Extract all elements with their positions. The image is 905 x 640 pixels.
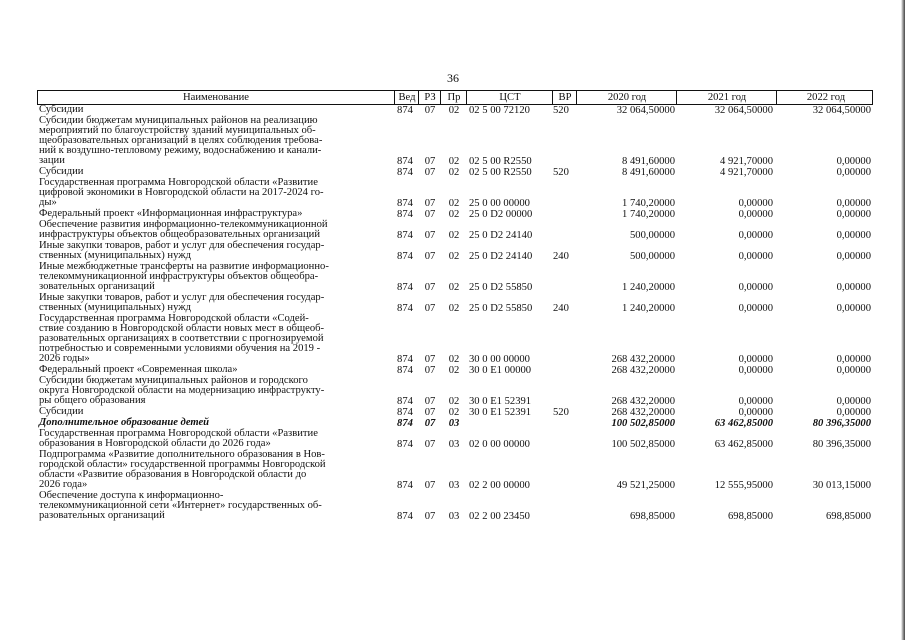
row-name: Обеспечение развития информационно-телекоммуникационной инфраструктуры объектов общеобразовательных организаций	[39, 219, 328, 240]
row-y2020: 8 491,60000	[622, 156, 675, 167]
row-y2021: 0,00000	[738, 396, 773, 407]
header-2020: 2020 год	[576, 91, 677, 104]
page-number: 36	[447, 71, 459, 85]
table-row	[37, 450, 873, 491]
row-name: Подпрограмма «Развитие дополнительного образования в Нов- городской области» государственной программы Новгородской области «Развитие образования в Новгородской области до 2026 года»	[39, 449, 326, 490]
row-cst: 02 5 00 R2550	[469, 156, 532, 167]
row-cst: 25 0 D2 00000	[469, 209, 533, 220]
row-y2020: 1 240,20000	[622, 282, 675, 293]
scan-edge-shadow	[901, 0, 905, 640]
row-y2020: 698,85000	[629, 511, 675, 522]
row-pr: 03	[448, 480, 460, 491]
row-ved: 874	[397, 230, 413, 241]
row-ved: 874	[397, 439, 413, 450]
row-y2021: 12 555,95000	[714, 480, 773, 491]
table-row	[37, 220, 873, 241]
row-y2022: 0,00000	[836, 303, 871, 314]
row-pr: 02	[448, 396, 460, 407]
row-pr: 03	[448, 511, 460, 522]
row-pr: 03	[448, 418, 460, 429]
row-y2020: 32 064,50000	[616, 105, 675, 116]
table-row	[37, 262, 873, 293]
header-vr: ВР	[552, 91, 577, 104]
row-y2022: 0,00000	[836, 230, 871, 241]
row-y2020: 500,00000	[629, 230, 675, 241]
table-row	[37, 314, 873, 365]
row-rz: 07	[424, 198, 436, 209]
row-y2020: 8 491,60000	[622, 167, 675, 178]
row-cst: 02 5 00 R2550	[469, 167, 532, 178]
row-name: Федеральный проект «Современная школа»	[39, 364, 238, 375]
row-y2020: 268 432,20000	[611, 407, 675, 418]
row-ved: 874	[397, 209, 413, 220]
row-rz: 07	[424, 418, 436, 429]
row-vr: 520	[553, 105, 569, 116]
row-cst: 02 2 00 23450	[469, 511, 530, 522]
row-y2022: 0,00000	[836, 354, 871, 365]
row-name: Дополнительное образование детей	[39, 417, 210, 428]
row-rz: 07	[424, 303, 436, 314]
row-ved: 874	[397, 251, 413, 262]
row-y2022: 0,00000	[836, 198, 871, 209]
row-y2020: 49 521,25000	[616, 480, 675, 491]
row-y2020: 268 432,20000	[611, 396, 675, 407]
row-rz: 07	[424, 251, 436, 262]
row-pr: 03	[448, 439, 460, 450]
row-y2021: 0,00000	[738, 407, 773, 418]
row-cst: 30 0 E1 52391	[469, 396, 532, 407]
row-y2020: 268 432,20000	[611, 365, 675, 376]
row-y2020: 1 740,20000	[622, 209, 675, 220]
row-ved: 874	[397, 480, 413, 491]
row-ved: 874	[397, 198, 413, 209]
row-cst: 25 0 D2 24140	[469, 230, 533, 241]
row-ved: 874	[397, 167, 413, 178]
row-y2021: 4 921,70000	[720, 167, 773, 178]
row-pr: 02	[448, 407, 460, 418]
header-name: Наименование	[183, 92, 249, 103]
row-y2022: 0,00000	[836, 209, 871, 220]
row-pr: 02	[448, 105, 460, 116]
row-pr: 02	[448, 354, 460, 365]
row-pr: 02	[448, 198, 460, 209]
row-rz: 07	[424, 396, 436, 407]
row-y2021: 0,00000	[738, 365, 773, 376]
row-name: Иные межбюджетные трансферты на развитие информационно- телекоммуникационной инфраструктуры объектов общеобра- зовательных организаций	[39, 261, 329, 292]
row-y2021: 0,00000	[738, 230, 773, 241]
row-ved: 874	[397, 303, 413, 314]
row-y2021: 0,00000	[738, 354, 773, 365]
row-cst: 25 0 D2 55850	[469, 282, 533, 293]
row-rz: 07	[424, 282, 436, 293]
row-name: Обеспечение доступа к информационно- телекоммуникационной сети «Интернет» государственных об- разовательных организаций	[39, 490, 322, 521]
row-y2021: 0,00000	[738, 282, 773, 293]
row-y2022: 0,00000	[836, 167, 871, 178]
row-y2022: 80 396,35000	[812, 418, 871, 429]
row-vr: 240	[553, 251, 569, 262]
row-y2021: 4 921,70000	[720, 156, 773, 167]
table-header	[37, 90, 873, 105]
row-y2020: 500,00000	[629, 251, 675, 262]
row-rz: 07	[424, 365, 436, 376]
row-rz: 07	[424, 230, 436, 241]
row-ved: 874	[397, 282, 413, 293]
row-y2022: 698,85000	[825, 511, 871, 522]
row-pr: 02	[448, 230, 460, 241]
row-y2022: 30 013,15000	[812, 480, 871, 491]
row-y2020: 1 740,20000	[622, 198, 675, 209]
row-rz: 07	[424, 439, 436, 450]
row-y2022: 0,00000	[836, 365, 871, 376]
row-name: Субсидии	[39, 406, 84, 417]
row-vr: 240	[553, 303, 569, 314]
row-name: Государственная программа Новгородской области «Развитие образования в Новгородской области до 2026 года»	[39, 428, 318, 449]
row-rz: 07	[424, 167, 436, 178]
row-name: Иные закупки товаров, работ и услуг для обеспечения государ- ственных (муниципальных) нужд	[39, 292, 325, 313]
row-rz: 07	[424, 156, 436, 167]
row-ved: 874	[397, 354, 413, 365]
row-name: Субсидии	[39, 104, 84, 115]
row-cst: 25 0 D2 55850	[469, 303, 533, 314]
table-row	[37, 376, 873, 407]
row-cst: 30 0 E1 52391	[469, 407, 532, 418]
row-name: Субсидии бюджетам муниципальных районов и городского округа Новгородской области на модернизацию инфраструкту- ры общего образования	[39, 375, 325, 406]
row-name: Государственная программа Новгородской области «Развитие цифровой экономики в Новгородской области на 2017-2024 го- ды»	[39, 177, 324, 208]
row-ved: 874	[397, 418, 413, 429]
row-cst: 02 2 00 00000	[469, 480, 530, 491]
table-row	[37, 241, 873, 262]
row-name: Субсидии	[39, 166, 84, 177]
row-ved: 874	[397, 396, 413, 407]
row-pr: 02	[448, 282, 460, 293]
row-name: Государственная программа Новгородской области «Содей- ствие созданию в Новгородской области новых мест в общеоб- разовательных организациях в соответствии с прогнозируемой потребностью и современными условиями обучения на 2019 - 2026 годы»	[39, 313, 325, 364]
row-name: Иные закупки товаров, работ и услуг для обеспечения государ- ственных (муниципальных) нужд	[39, 240, 325, 261]
row-cst: 25 0 D2 24140	[469, 251, 533, 262]
row-pr: 02	[448, 209, 460, 220]
row-y2022: 0,00000	[836, 282, 871, 293]
row-y2021: 0,00000	[738, 303, 773, 314]
row-ved: 874	[397, 365, 413, 376]
row-y2021: 0,00000	[738, 209, 773, 220]
row-pr: 02	[448, 167, 460, 178]
row-rz: 07	[424, 354, 436, 365]
row-pr: 02	[448, 365, 460, 376]
header-cst: ЦСТ	[466, 91, 553, 104]
header-ved: Вед	[394, 91, 419, 104]
row-rz: 07	[424, 407, 436, 418]
row-rz: 07	[424, 105, 436, 116]
row-y2021: 698,85000	[727, 511, 773, 522]
row-y2020: 100 502,85000	[611, 439, 675, 450]
row-y2022: 0,00000	[836, 156, 871, 167]
table-body	[37, 105, 873, 522]
header-2022: 2022 год	[776, 91, 875, 104]
row-y2021: 63 462,85000	[714, 439, 773, 450]
row-y2021: 63 462,85000	[714, 418, 773, 429]
row-y2020: 100 502,85000	[611, 418, 675, 429]
row-vr: 520	[553, 407, 569, 418]
row-y2022: 32 064,50000	[812, 105, 871, 116]
row-ved: 874	[397, 511, 413, 522]
row-ved: 874	[397, 105, 413, 116]
budget-table	[37, 90, 873, 522]
row-y2022: 0,00000	[836, 407, 871, 418]
header-2021: 2021 год	[676, 91, 777, 104]
row-ved: 874	[397, 407, 413, 418]
row-y2022: 0,00000	[836, 251, 871, 262]
row-y2022: 80 396,35000	[812, 439, 871, 450]
row-name: Субсидии бюджетам муниципальных районов на реализацию мероприятий по благоустройству зданий муниципальных об- щеобразовательных организаций в целях соблюдения требова- ний к воздушно-тепловому режиму, водоснабжению и канали- зации	[39, 115, 323, 166]
row-vr: 520	[553, 167, 569, 178]
row-y2021: 0,00000	[738, 251, 773, 262]
row-y2020: 1 240,20000	[622, 303, 675, 314]
row-cst: 02 0 00 00000	[469, 439, 530, 450]
row-pr: 02	[448, 303, 460, 314]
row-cst: 25 0 00 00000	[469, 198, 530, 209]
table-row	[37, 178, 873, 209]
row-rz: 07	[424, 480, 436, 491]
row-rz: 07	[424, 209, 436, 220]
row-pr: 02	[448, 251, 460, 262]
row-ved: 874	[397, 156, 413, 167]
row-y2021: 0,00000	[738, 198, 773, 209]
header-pr: Пр	[440, 91, 467, 104]
row-y2022: 0,00000	[836, 396, 871, 407]
table-row	[37, 429, 873, 450]
table-row	[37, 116, 873, 167]
table-row	[37, 491, 873, 522]
row-rz: 07	[424, 511, 436, 522]
row-name: Федеральный проект «Информационная инфраструктура»	[39, 208, 303, 219]
header-rz: РЗ	[418, 91, 441, 104]
row-cst: 30 0 E1 00000	[469, 365, 532, 376]
table-row	[37, 293, 873, 314]
row-cst: 02 5 00 72120	[469, 105, 530, 116]
row-cst: 30 0 00 00000	[469, 354, 530, 365]
row-pr: 02	[448, 156, 460, 167]
row-y2020: 268 432,20000	[611, 354, 675, 365]
row-y2021: 32 064,50000	[714, 105, 773, 116]
